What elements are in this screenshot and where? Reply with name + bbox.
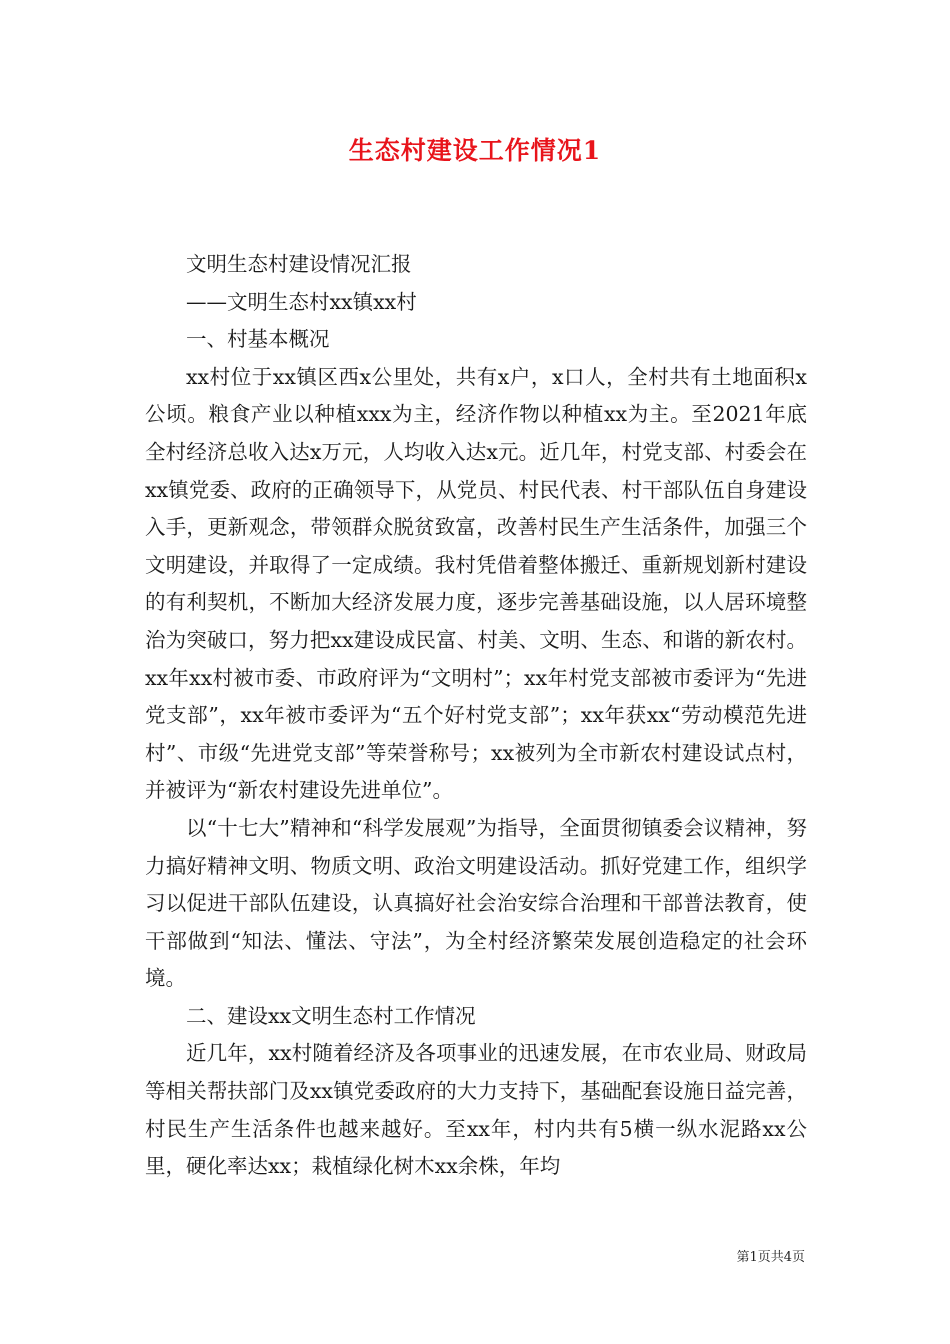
paragraph-overview: xx村位于xx镇区西x公里处，共有x户，x口人，全村共有土地面积x公顷。粮食产业以种植xxx为主，经济作物以种植xx为主。至2021年底全村经济总收入达x万元，人均收入达x元。近几年，村党支部、村委会在xx镇党委、政府的正确领导下，从党员、村民代表、村干部队伍自身建设入手，更新观念，带领群众脱贫致富，改善村民生产生活条件，加强三个文明建设，并取得了一定成绩。我村凭借着整体搬迁、重新规划新村建设的有利契机，不断加大经济发展力度，逐步完善基础设施，以人居环境整治为突破口，努力把xx建设成民富、村美、文明、生态、和谐的新农村。xx年xx村被市委、市政府评为“文明村”；xx年村党支部被市委评为“先进党支部”，xx年被市委评为“五个好村党支部”；xx年获xx“劳动模范先进村”、市级“先进党支部”等荣誉称号；xx被列为全市新农村建设试点村，并被评为“新农村建设先进单位”。	[145, 364, 807, 803]
document-body	[145, 246, 807, 1186]
paragraph-guidance: 以“十七大”精神和“科学发展观”为指导，全面贯彻镇委会议精神，努力搞好精神文明、物质文明、政治文明建设活动。抓好党建工作，组织学习以促进干部队伍建设，认真搞好社会治安综合治理和干部普法教育，使干部做到“知法、懂法、守法”，为全村经济繁荣发展创造稳定的社会环境。	[145, 815, 807, 991]
document-title: 生态村建设工作情况1	[348, 136, 602, 165]
report-heading: 文明生态村建设情况汇报	[186, 252, 412, 276]
paragraph-construction: 近几年，xx村随着经济及各项事业的迅速发展，在市农业局、财政局等相关帮扶部门及xx镇党委政府的大力支持下，基础配套设施日益完善，村民生产生活条件也越来越好。至xx年，村内共有5横一纵水泥路xx公里，硬化率达xx；栽植绿化树木xx余株，年均	[145, 1041, 807, 1179]
report-subtitle: ——文明生态村xx镇xx村	[186, 289, 417, 314]
section-heading-1: 一、村基本概况	[186, 327, 330, 352]
section-heading-2: 二、建设xx文明生态村工作情况	[186, 1003, 476, 1028]
page-number: 第1页共4页	[736, 1250, 805, 1265]
